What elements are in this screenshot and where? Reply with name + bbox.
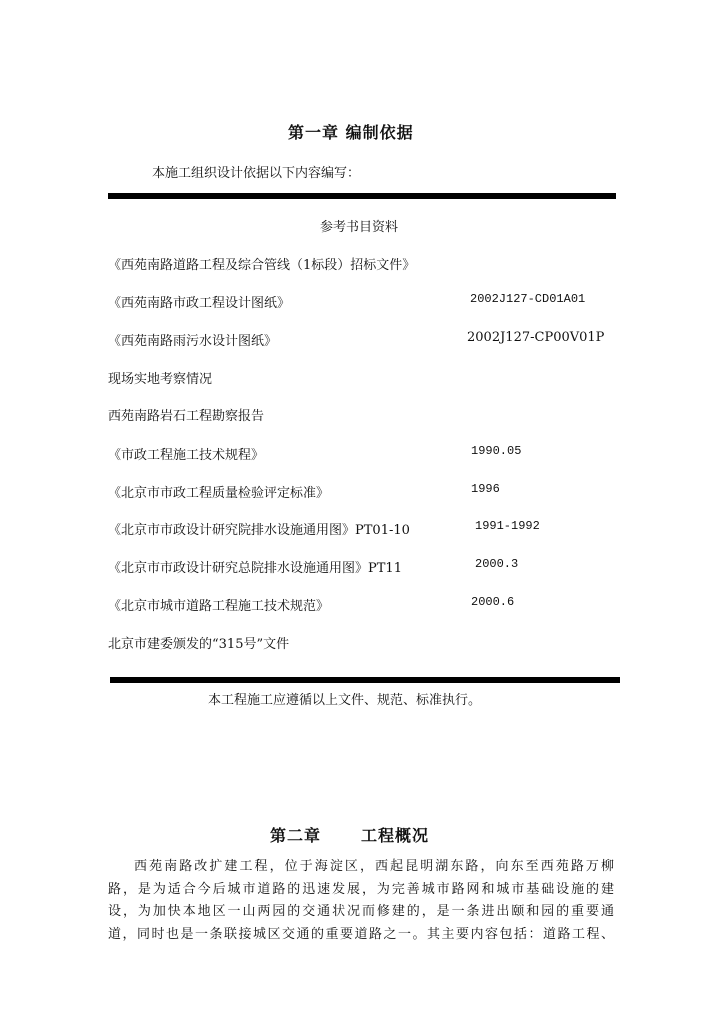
reference-title: 《北京市市政设计研究总院排水设施通用图》PT11 (108, 561, 402, 576)
chapter1-intro: 本施工组织设计依据以下内容编写： (152, 166, 361, 181)
paragraph-line: 路，是为适合今后城市道路的迅速发展，为完善城市路网和城市基础设施的建 (108, 881, 614, 897)
chapter2-title (270, 823, 429, 846)
reference-title: 《北京市城市道路工程施工技术规范》 (108, 599, 330, 614)
reference-title: 现场实地考察情况 (108, 372, 213, 387)
chapter1-closing: 本工程施工应遵循以上文件、规范、标准执行。 (208, 693, 482, 708)
reference-title: 《北京市市政工程质量检验评定标准》 (108, 486, 330, 501)
table-bottom-rule (110, 677, 620, 683)
chapter2-title-number: 第二章 (270, 826, 322, 845)
reference-code: 2000.6 (471, 595, 515, 609)
reference-title: 《西苑南路雨污水设计图纸》 (108, 334, 278, 349)
reference-code: 1990.05 (471, 444, 522, 458)
reference-title: 《北京市市政设计研究院排水设施通用图》PT01-10 (108, 523, 410, 538)
reference-code: 2002J127-CP00V01P (467, 330, 605, 345)
reference-title: 《市政工程施工技术规程》 (108, 448, 265, 463)
chapter1-title: 第一章 编制依据 (288, 123, 414, 142)
paragraph-line: 设，为加快本地区一山两园的交通状况而修建的，是一条进出颐和园的重要通 (108, 904, 614, 919)
reference-code: 2000.3 (475, 557, 519, 571)
reference-title: 北京市建委颁发的“315号”文件 (108, 637, 290, 652)
reference-code: 1991-1992 (475, 519, 540, 533)
chapter2-paragraph (108, 856, 614, 946)
reference-title: 西苑南路岩石工程勘察报告 (108, 409, 265, 424)
reference-code: 1996 (471, 482, 500, 496)
reference-title: 《西苑南路道路工程及综合管线（1标段）招标文件》 (108, 258, 416, 273)
reference-title: 《西苑南路市政工程设计图纸》 (108, 296, 291, 311)
paragraph-line: 道，同时也是一条联接城区交通的重要道路之一。其主要内容包括：道路工程、 (108, 926, 614, 942)
table-header: 参考书目资料 (320, 220, 399, 235)
table-top-rule (108, 193, 616, 199)
reference-code: 2002J127-CD01A01 (470, 292, 586, 306)
chapter2-title-text: 工程概况 (361, 826, 430, 845)
paragraph-line: 西苑南路改扩建工程，位于海淀区，西起昆明湖东路，向东至西苑路万柳 (134, 859, 614, 874)
